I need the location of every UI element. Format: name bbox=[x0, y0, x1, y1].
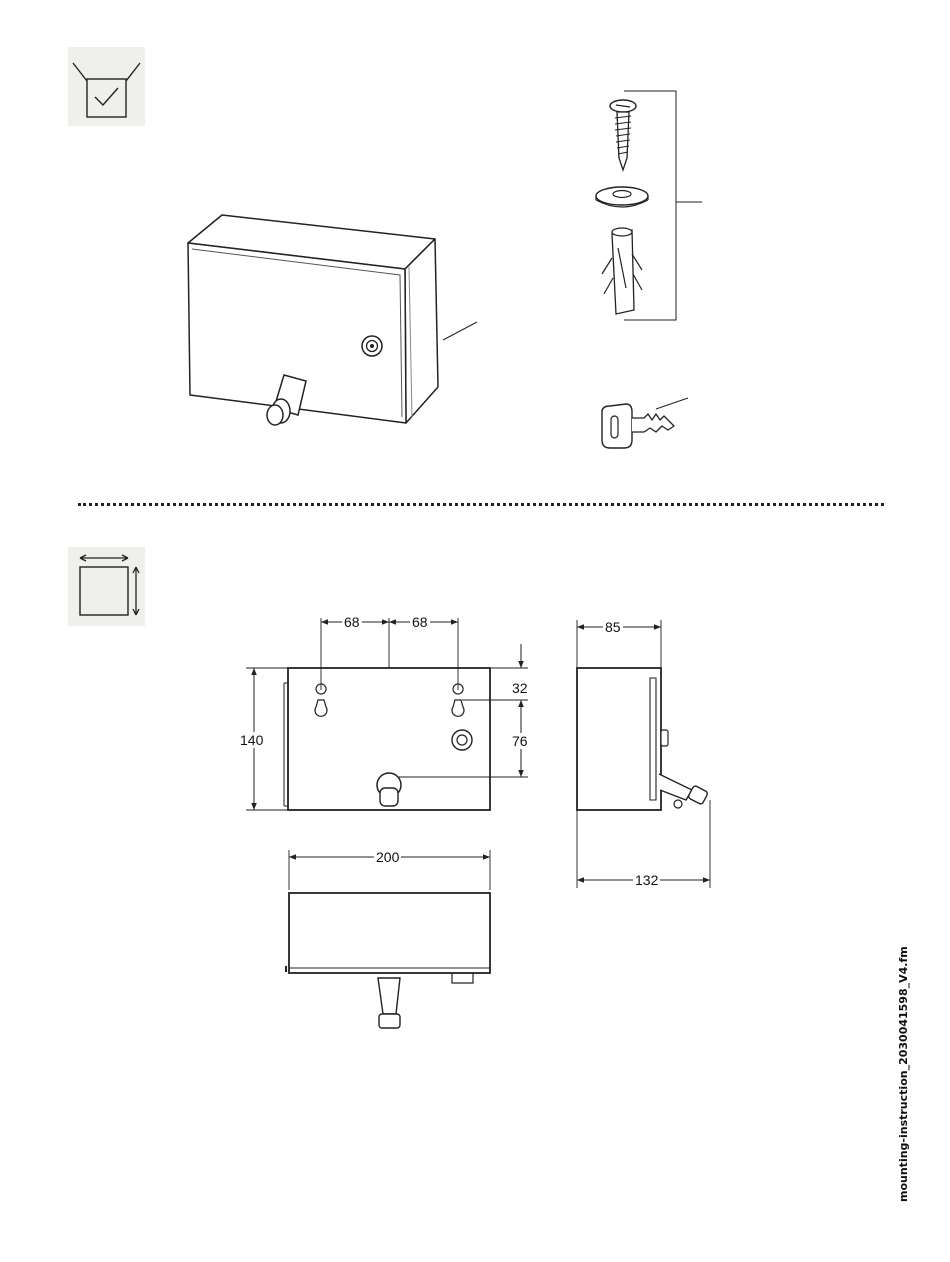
file-reference: mounting-instruction_2030041598_V4.fm bbox=[897, 946, 910, 1202]
dim-hole-to-outlet: 76 bbox=[512, 733, 528, 749]
dim-depth-body: 85 bbox=[605, 619, 621, 635]
dim-hole-spacing-right: 68 bbox=[412, 614, 428, 630]
dim-depth-total: 132 bbox=[635, 872, 659, 888]
dim-width: 200 bbox=[376, 849, 400, 865]
dim-hole-spacing-left: 68 bbox=[344, 614, 360, 630]
dim-top-offset: 32 bbox=[512, 680, 528, 696]
dim-height: 140 bbox=[240, 732, 264, 748]
